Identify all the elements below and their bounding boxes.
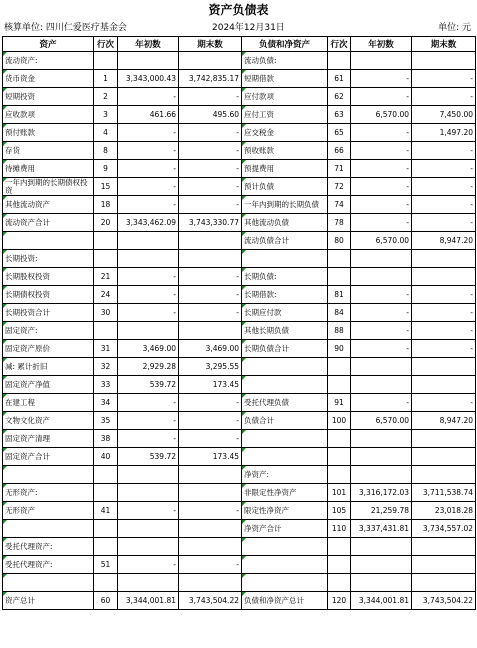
table-row xyxy=(3,124,476,142)
liability-closing: 8,947.20 xyxy=(412,412,476,430)
asset-line-no: 2 xyxy=(94,88,118,106)
asset-closing: 495.60 xyxy=(179,106,242,124)
liability-label xyxy=(242,538,328,556)
liability-opening: 6,570.00 xyxy=(351,412,412,430)
asset-label: 长期债权投资 xyxy=(3,286,94,304)
liability-label: 长期借款: xyxy=(242,286,328,304)
liability-opening: - xyxy=(351,124,412,142)
asset-opening xyxy=(118,322,179,340)
liability-line-no: 78 xyxy=(328,214,351,232)
liability-label: 净资产合计 xyxy=(242,520,328,538)
asset-label: 流动资产合计 xyxy=(3,214,94,232)
liability-line-no: 65 xyxy=(328,124,351,142)
liability-label: 流动负债合计 xyxy=(242,232,328,250)
liability-closing xyxy=(412,250,476,268)
liability-closing: - xyxy=(412,70,476,88)
liability-line-no: 110 xyxy=(328,520,351,538)
liability-line-no xyxy=(328,430,351,448)
liability-opening: - xyxy=(351,178,412,196)
table-row xyxy=(3,376,476,394)
asset-closing: 3,743,504.22 xyxy=(179,592,242,610)
report-date: 2024年12月31日 xyxy=(212,23,285,33)
asset-closing xyxy=(179,52,242,70)
asset-opening xyxy=(118,466,179,484)
liability-closing xyxy=(412,538,476,556)
table-row xyxy=(3,142,476,160)
liability-label: 负债和净资产总计 xyxy=(242,592,328,610)
asset-opening: 461.66 xyxy=(118,106,179,124)
liability-opening: - xyxy=(351,196,412,214)
col-liabilities-header: 负债和净资产 xyxy=(242,37,328,52)
asset-label: 固定资产清理 xyxy=(3,430,94,448)
asset-opening: - xyxy=(118,556,179,574)
liability-line-no xyxy=(328,268,351,286)
liability-line-no: 63 xyxy=(328,106,351,124)
asset-opening: 3,344,001.81 xyxy=(118,592,179,610)
liability-opening xyxy=(351,448,412,466)
asset-line-no: 35 xyxy=(94,412,118,430)
asset-line-no: 3 xyxy=(94,106,118,124)
asset-closing: - xyxy=(179,286,242,304)
asset-opening: 3,469.00 xyxy=(118,340,179,358)
liability-label: 其他流动负债 xyxy=(242,214,328,232)
report-meta xyxy=(0,20,477,36)
asset-line-no: 9 xyxy=(94,160,118,178)
asset-opening xyxy=(118,538,179,556)
liability-closing: 8,947.20 xyxy=(412,232,476,250)
asset-label: 长期投资合计 xyxy=(3,304,94,322)
liability-opening: 6,570.00 xyxy=(351,106,412,124)
col-opening-right-header: 年初数 xyxy=(351,37,412,52)
asset-closing xyxy=(179,520,242,538)
liability-label: 预计负债 xyxy=(242,178,328,196)
asset-closing: 3,742,835.17 xyxy=(179,70,242,88)
asset-opening: 3,343,000.43 xyxy=(118,70,179,88)
asset-closing xyxy=(179,250,242,268)
liability-closing: - xyxy=(412,88,476,106)
liability-line-no: 84 xyxy=(328,304,351,322)
asset-closing: 3,295.55 xyxy=(179,358,242,376)
liability-label xyxy=(242,556,328,574)
asset-closing: 173.45 xyxy=(179,376,242,394)
liability-opening xyxy=(351,574,412,592)
asset-line-no: 34 xyxy=(94,394,118,412)
asset-line-no xyxy=(94,52,118,70)
asset-opening: 539.72 xyxy=(118,448,179,466)
liability-opening: 21,259.78 xyxy=(351,502,412,520)
asset-label: 固定资产: xyxy=(3,322,94,340)
liability-label: 长期负债: xyxy=(242,268,328,286)
liability-closing xyxy=(412,376,476,394)
liability-label: 非限定性净资产 xyxy=(242,484,328,502)
liability-label xyxy=(242,430,328,448)
asset-label xyxy=(3,466,94,484)
liability-closing: 3,711,538.74 xyxy=(412,484,476,502)
liability-opening: 3,316,172.03 xyxy=(351,484,412,502)
asset-opening: - xyxy=(118,196,179,214)
asset-opening: - xyxy=(118,502,179,520)
table-row xyxy=(3,340,476,358)
table-row xyxy=(3,322,476,340)
asset-opening: - xyxy=(118,178,179,196)
asset-line-no: 51 xyxy=(94,556,118,574)
liability-closing: 3,743,504.22 xyxy=(412,592,476,610)
liability-label: 长期应付款 xyxy=(242,304,328,322)
liability-line-no: 74 xyxy=(328,196,351,214)
table-row xyxy=(3,394,476,412)
table-row xyxy=(3,466,476,484)
asset-closing: - xyxy=(179,88,242,106)
liability-line-no: 80 xyxy=(328,232,351,250)
liability-opening: - xyxy=(351,88,412,106)
asset-line-no xyxy=(94,574,118,592)
table-row xyxy=(3,196,476,214)
asset-opening: - xyxy=(118,412,179,430)
asset-closing: 173.45 xyxy=(179,448,242,466)
liability-label xyxy=(242,250,328,268)
liability-line-no xyxy=(328,556,351,574)
table-row xyxy=(3,160,476,178)
asset-opening xyxy=(118,520,179,538)
asset-label: 长期投资: xyxy=(3,250,94,268)
liability-line-no xyxy=(328,376,351,394)
asset-line-no: 30 xyxy=(94,304,118,322)
asset-closing xyxy=(179,574,242,592)
asset-opening: 3,343,462.09 xyxy=(118,214,179,232)
liability-label: 短期借款 xyxy=(242,70,328,88)
liability-closing xyxy=(412,466,476,484)
liability-line-no xyxy=(328,250,351,268)
asset-line-no xyxy=(94,484,118,502)
liability-line-no: 90 xyxy=(328,340,351,358)
asset-closing: - xyxy=(179,304,242,322)
liability-closing: - xyxy=(412,340,476,358)
col-closing-header: 期末数 xyxy=(179,37,242,52)
liability-opening: - xyxy=(351,340,412,358)
asset-closing xyxy=(179,466,242,484)
asset-line-no xyxy=(94,232,118,250)
liability-closing: - xyxy=(412,178,476,196)
liability-line-no xyxy=(328,52,351,70)
asset-opening xyxy=(118,574,179,592)
asset-opening: - xyxy=(118,394,179,412)
col-line-no-header: 行次 xyxy=(94,37,118,52)
asset-opening: - xyxy=(118,286,179,304)
table-row xyxy=(3,304,476,322)
asset-label: 待摊费用 xyxy=(3,160,94,178)
asset-closing xyxy=(179,484,242,502)
asset-label xyxy=(3,574,94,592)
liability-label: 长期负债合计 xyxy=(242,340,328,358)
asset-line-no xyxy=(94,322,118,340)
asset-closing xyxy=(179,322,242,340)
asset-opening: - xyxy=(118,304,179,322)
asset-line-no: 31 xyxy=(94,340,118,358)
liability-closing: - xyxy=(412,160,476,178)
asset-label: 一年内到期的长期债权投资 xyxy=(3,178,94,196)
asset-label: 货币资金 xyxy=(3,70,94,88)
liability-opening xyxy=(351,430,412,448)
asset-label: 固定资产原价 xyxy=(3,340,94,358)
col-opening-header: 年初数 xyxy=(118,37,179,52)
liability-opening: 3,344,001.81 xyxy=(351,592,412,610)
table-row xyxy=(3,88,476,106)
liability-label: 负债合计 xyxy=(242,412,328,430)
liability-label: 受托代理负债 xyxy=(242,394,328,412)
liability-closing: - xyxy=(412,142,476,160)
col-closing-right-header: 期末数 xyxy=(412,37,476,52)
asset-opening: - xyxy=(118,124,179,142)
asset-line-no: 41 xyxy=(94,502,118,520)
liability-opening: - xyxy=(351,322,412,340)
liability-label: 其他长期负债 xyxy=(242,322,328,340)
asset-line-no: 24 xyxy=(94,286,118,304)
asset-label xyxy=(3,232,94,250)
asset-closing: - xyxy=(179,502,242,520)
asset-opening: - xyxy=(118,268,179,286)
asset-label: 受托代理资产: xyxy=(3,538,94,556)
liability-closing: 23,018.28 xyxy=(412,502,476,520)
asset-line-no: 21 xyxy=(94,268,118,286)
col-line-no-right-header: 行次 xyxy=(328,37,351,52)
liability-opening xyxy=(351,376,412,394)
liability-label: 限定性净资产 xyxy=(242,502,328,520)
liability-closing xyxy=(412,52,476,70)
asset-opening: 2,929.28 xyxy=(118,358,179,376)
asset-opening xyxy=(118,52,179,70)
liability-opening: 6,570.00 xyxy=(351,232,412,250)
liability-label: 净资产: xyxy=(242,466,328,484)
table-row xyxy=(3,358,476,376)
asset-label: 受托代理资产: xyxy=(3,556,94,574)
liability-line-no: 66 xyxy=(328,142,351,160)
asset-line-no: 32 xyxy=(94,358,118,376)
asset-line-no: 40 xyxy=(94,448,118,466)
liability-line-no: 105 xyxy=(328,502,351,520)
table-row xyxy=(3,592,476,610)
asset-line-no: 33 xyxy=(94,376,118,394)
asset-opening xyxy=(118,250,179,268)
liability-line-no xyxy=(328,358,351,376)
asset-closing: - xyxy=(179,142,242,160)
liability-line-no: 88 xyxy=(328,322,351,340)
liability-line-no: 62 xyxy=(328,88,351,106)
liability-opening xyxy=(351,358,412,376)
header-row xyxy=(3,37,476,52)
asset-opening xyxy=(118,484,179,502)
report-title: 资产负债表 xyxy=(208,3,269,17)
org-label: 核算单位: xyxy=(4,23,44,33)
liability-line-no: 101 xyxy=(328,484,351,502)
asset-opening: - xyxy=(118,430,179,448)
liability-label xyxy=(242,448,328,466)
asset-label: 应收款项 xyxy=(3,106,94,124)
liability-opening xyxy=(351,556,412,574)
asset-label: 其他流动资产 xyxy=(3,196,94,214)
liability-label: 应付款项 xyxy=(242,88,328,106)
asset-line-no: 1 xyxy=(94,70,118,88)
currency-unit: 单位: 元 xyxy=(438,23,471,33)
liability-opening: - xyxy=(351,70,412,88)
liability-closing: - xyxy=(412,394,476,412)
asset-line-no: 15 xyxy=(94,178,118,196)
table-row xyxy=(3,250,476,268)
asset-closing xyxy=(179,538,242,556)
asset-opening: - xyxy=(118,142,179,160)
liability-closing: - xyxy=(412,322,476,340)
liability-opening: - xyxy=(351,160,412,178)
liability-opening xyxy=(351,268,412,286)
liability-line-no: 120 xyxy=(328,592,351,610)
asset-label: 短期投资 xyxy=(3,88,94,106)
asset-line-no: 38 xyxy=(94,430,118,448)
liability-opening xyxy=(351,466,412,484)
liability-label xyxy=(242,574,328,592)
table-row xyxy=(3,484,476,502)
asset-closing: 3,743,330.77 xyxy=(179,214,242,232)
liability-label xyxy=(242,376,328,394)
table-row xyxy=(3,214,476,232)
table-body xyxy=(3,52,476,610)
liability-closing: - xyxy=(412,286,476,304)
liability-closing: 3,734,557.02 xyxy=(412,520,476,538)
liability-opening: - xyxy=(351,304,412,322)
liability-closing: 1,497.20 xyxy=(412,124,476,142)
liability-line-no: 100 xyxy=(328,412,351,430)
balance-sheet-table xyxy=(2,36,476,610)
liability-closing: - xyxy=(412,304,476,322)
asset-label: 预付账款 xyxy=(3,124,94,142)
table-row xyxy=(3,286,476,304)
liability-line-no xyxy=(328,574,351,592)
asset-closing: 3,469.00 xyxy=(179,340,242,358)
liability-closing: - xyxy=(412,214,476,232)
asset-closing: - xyxy=(179,178,242,196)
liability-line-no xyxy=(328,466,351,484)
liability-label: 应付工资 xyxy=(242,106,328,124)
liability-label: 流动负债: xyxy=(242,52,328,70)
table-row xyxy=(3,556,476,574)
table-row xyxy=(3,430,476,448)
asset-line-no: 18 xyxy=(94,196,118,214)
liability-line-no xyxy=(328,448,351,466)
liability-line-no: 71 xyxy=(328,160,351,178)
liability-opening: - xyxy=(351,286,412,304)
asset-opening xyxy=(118,232,179,250)
col-assets-header: 资产 xyxy=(3,37,94,52)
liability-line-no: 81 xyxy=(328,286,351,304)
liability-label xyxy=(242,358,328,376)
table-row xyxy=(3,520,476,538)
table-row xyxy=(3,52,476,70)
asset-opening: - xyxy=(118,88,179,106)
liability-closing xyxy=(412,268,476,286)
asset-line-no xyxy=(94,250,118,268)
asset-closing: - xyxy=(179,124,242,142)
asset-label: 无形资产: xyxy=(3,484,94,502)
liability-label: 一年内到期的长期负债 xyxy=(242,196,328,214)
asset-line-no: 20 xyxy=(94,214,118,232)
org-name: 四川仁爱医疗基金会 xyxy=(45,23,127,33)
asset-line-no: 8 xyxy=(94,142,118,160)
liability-opening: 3,337,431.81 xyxy=(351,520,412,538)
liability-label: 预收账款 xyxy=(242,142,328,160)
table-row xyxy=(3,412,476,430)
liability-closing xyxy=(412,574,476,592)
asset-line-no: 4 xyxy=(94,124,118,142)
asset-closing: - xyxy=(179,556,242,574)
asset-label: 固定资产净值 xyxy=(3,376,94,394)
liability-opening: - xyxy=(351,394,412,412)
table-row xyxy=(3,178,476,196)
org-info xyxy=(4,20,127,36)
liability-line-no: 61 xyxy=(328,70,351,88)
liability-closing: 7,450.00 xyxy=(412,106,476,124)
asset-label: 文物文化资产 xyxy=(3,412,94,430)
asset-closing: - xyxy=(179,268,242,286)
asset-closing: - xyxy=(179,394,242,412)
asset-label: 固定资产合计 xyxy=(3,448,94,466)
liability-line-no: 72 xyxy=(328,178,351,196)
asset-line-no: 60 xyxy=(94,592,118,610)
table-row xyxy=(3,448,476,466)
asset-label: 存货 xyxy=(3,142,94,160)
table-row xyxy=(3,232,476,250)
asset-label: 长期股权投资 xyxy=(3,268,94,286)
asset-closing xyxy=(179,232,242,250)
table-row xyxy=(3,106,476,124)
asset-label xyxy=(3,520,94,538)
liability-label: 预提费用 xyxy=(242,160,328,178)
liability-opening xyxy=(351,52,412,70)
liability-closing xyxy=(412,430,476,448)
asset-closing: - xyxy=(179,196,242,214)
asset-closing: - xyxy=(179,412,242,430)
asset-line-no xyxy=(94,466,118,484)
asset-line-no xyxy=(94,538,118,556)
asset-line-no xyxy=(94,520,118,538)
asset-label: 在建工程 xyxy=(3,394,94,412)
liability-opening: - xyxy=(351,142,412,160)
asset-closing: - xyxy=(179,430,242,448)
asset-label: 减: 累计折旧 xyxy=(3,358,94,376)
table-row xyxy=(3,574,476,592)
liability-label: 应交税金 xyxy=(242,124,328,142)
liability-closing: - xyxy=(412,196,476,214)
asset-label: 无形资产 xyxy=(3,502,94,520)
liability-closing xyxy=(412,448,476,466)
table-row xyxy=(3,502,476,520)
table-row xyxy=(3,538,476,556)
asset-opening: 539.72 xyxy=(118,376,179,394)
liability-closing xyxy=(412,358,476,376)
liability-line-no: 91 xyxy=(328,394,351,412)
liability-opening xyxy=(351,538,412,556)
table-row xyxy=(3,268,476,286)
asset-closing: - xyxy=(179,160,242,178)
table-row xyxy=(3,70,476,88)
liability-opening xyxy=(351,250,412,268)
liability-opening: - xyxy=(351,214,412,232)
asset-opening: - xyxy=(118,160,179,178)
liability-closing xyxy=(412,556,476,574)
asset-label: 流动资产: xyxy=(3,52,94,70)
liability-line-no xyxy=(328,538,351,556)
asset-label: 资产总计 xyxy=(3,592,94,610)
